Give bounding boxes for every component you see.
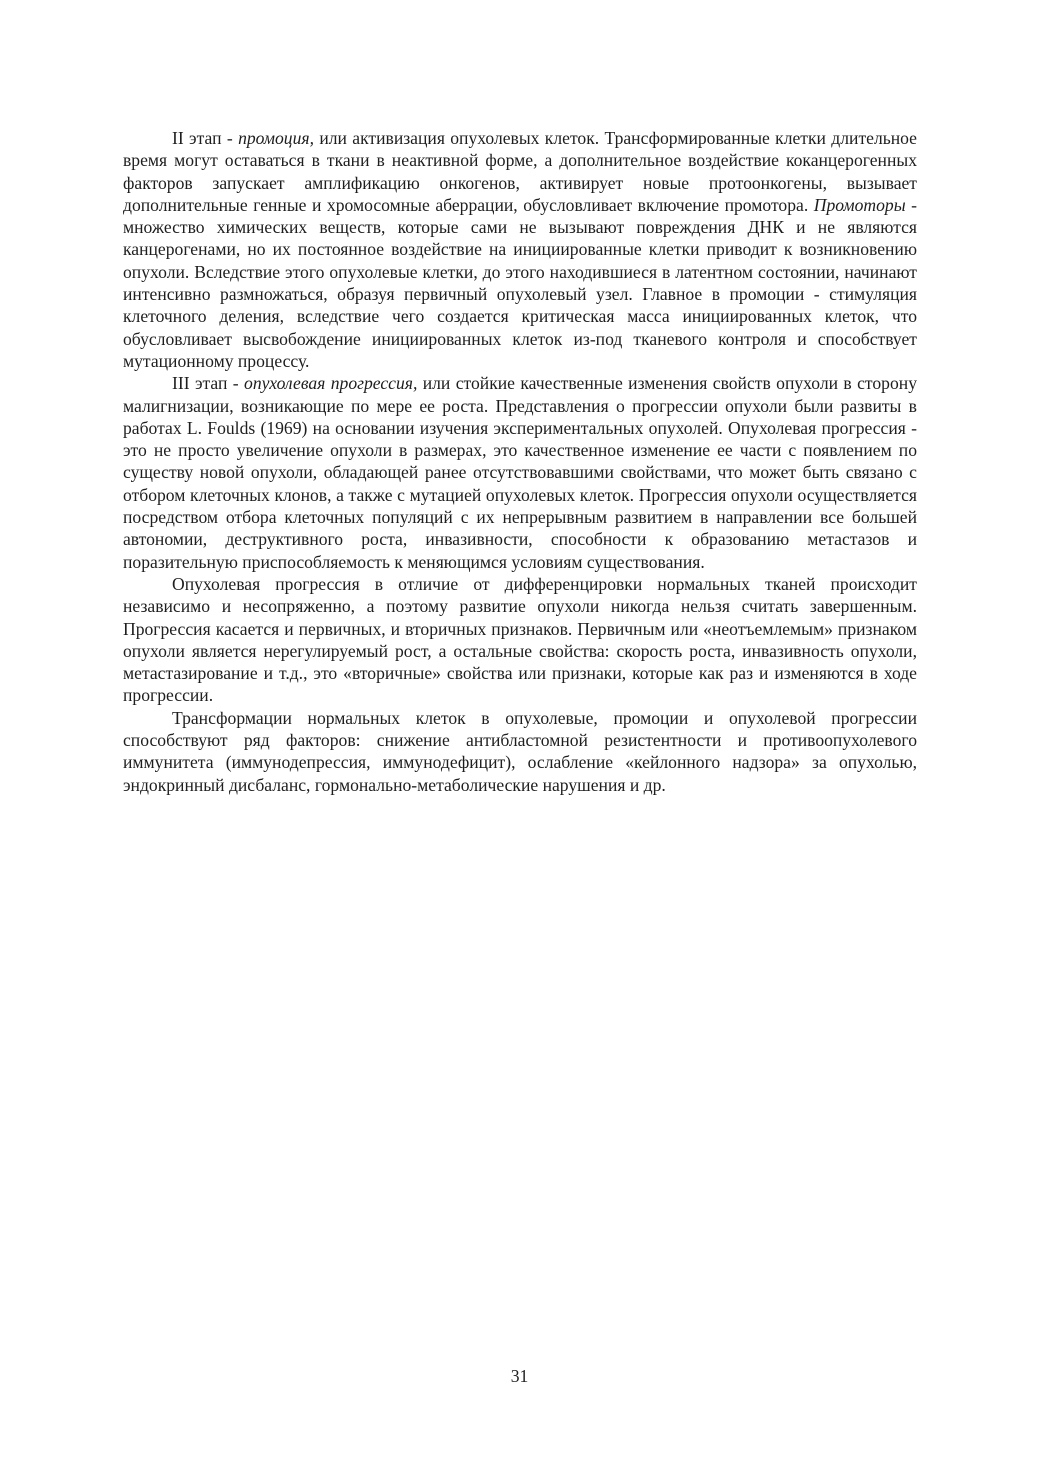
- page-number: 31: [510, 1366, 529, 1386]
- term-promoters: Промоторы: [813, 194, 906, 215]
- term-progression: опухолевая прогрессия,: [244, 373, 418, 394]
- paragraph-progression: [123, 372, 917, 573]
- paragraph-body: или активизация опухолевых клеток. Трансформированные клетки длительное время могут оставаться в ткани в неактивной форме, а дополнительное воздействие коканцерогенных факторов запускает амплификацию онкогенов, активирует новые протоонкогены, вызывает дополнительные генные и хромосомные аберрации, обусловливает включение промотора.: [123, 128, 917, 215]
- paragraph-body: - множество химических веществ, которые сами не вызывают повреждения ДНК и не являются канцерогенами, но их постоянное воздействие на инициированные клетки приводит к возникновению опухоли. Вследствие этого опухолевые клетки, до этого находившиеся в латентном состоянии, начинают интенсивно размножаться, образуя первичный опухолевый узел. Главное в промоции - стимуляция клеточного деления, вследствие чего создается критическая масса инициированных клеток, что обусловливает высвобождение инициированных клеток из-под тканевого контроля и способствует мутационному процессу.: [123, 194, 917, 371]
- paragraph-factors: Трансформации нормальных клеток в опухолевые, промоции и опухолевой прогрессии способствуют ряд факторов: снижение антибластомной резистентности и противоопухолевого иммунитета (иммунодепрессия, иммунодефицит), ослабление «кейлонного надзора» за опухолью, эндокринный дисбаланс, гормонально-метаболические нарушения и др.: [123, 707, 917, 795]
- body-text: [123, 127, 917, 796]
- paragraph-body: или стойкие качественные изменения свойств опухоли в сторону малигнизации, возникающие по мере ее роста. Представления о прогрессии опухоли были развиты в работах L. Foulds (1969) на основании изучения экспериментальных опухолей. Опухолевая прогрессия - это не просто увеличение опухоли в размерах, это качественное изменение ее части с появлением по существу новой опухоли, обладающей ранее отсутствовавшими свойствами, что может быть связано с отбором клеточных клонов, а также с мутацией опухолевых клеток. Прогрессия опухоли осуществляется посредством отбора клеточных популяций с их непрерывным развитием в направлении все большей автономии, деструктивного роста, инвазивности, способности к образованию метастазов и поразительную приспособляемость к меняющимся условиям существования.: [123, 373, 917, 572]
- paragraph-promotion: [123, 127, 917, 372]
- paragraph-progression-details: Опухолевая прогрессия в отличие от дифференцировки нормальных тканей происходит независимо и несопряженно, а поэтому развитие опухоли никогда нельзя считать завершенным. Прогрессия касается и первичных, и вторичных признаков. Первичным или «неотъемлемым» признаком опухоли является нерегулируемый рост, а остальные свойства: скорость роста, инвазивность опухоли, метастазирование и т.д., это «вторичные» свойства или признаки, которые как раз и изменяются в ходе прогрессии.: [123, 573, 917, 706]
- term-promotion: промоция,: [238, 128, 314, 148]
- paragraph-lead: III этап -: [172, 373, 245, 394]
- paragraph-lead: II этап -: [172, 128, 239, 148]
